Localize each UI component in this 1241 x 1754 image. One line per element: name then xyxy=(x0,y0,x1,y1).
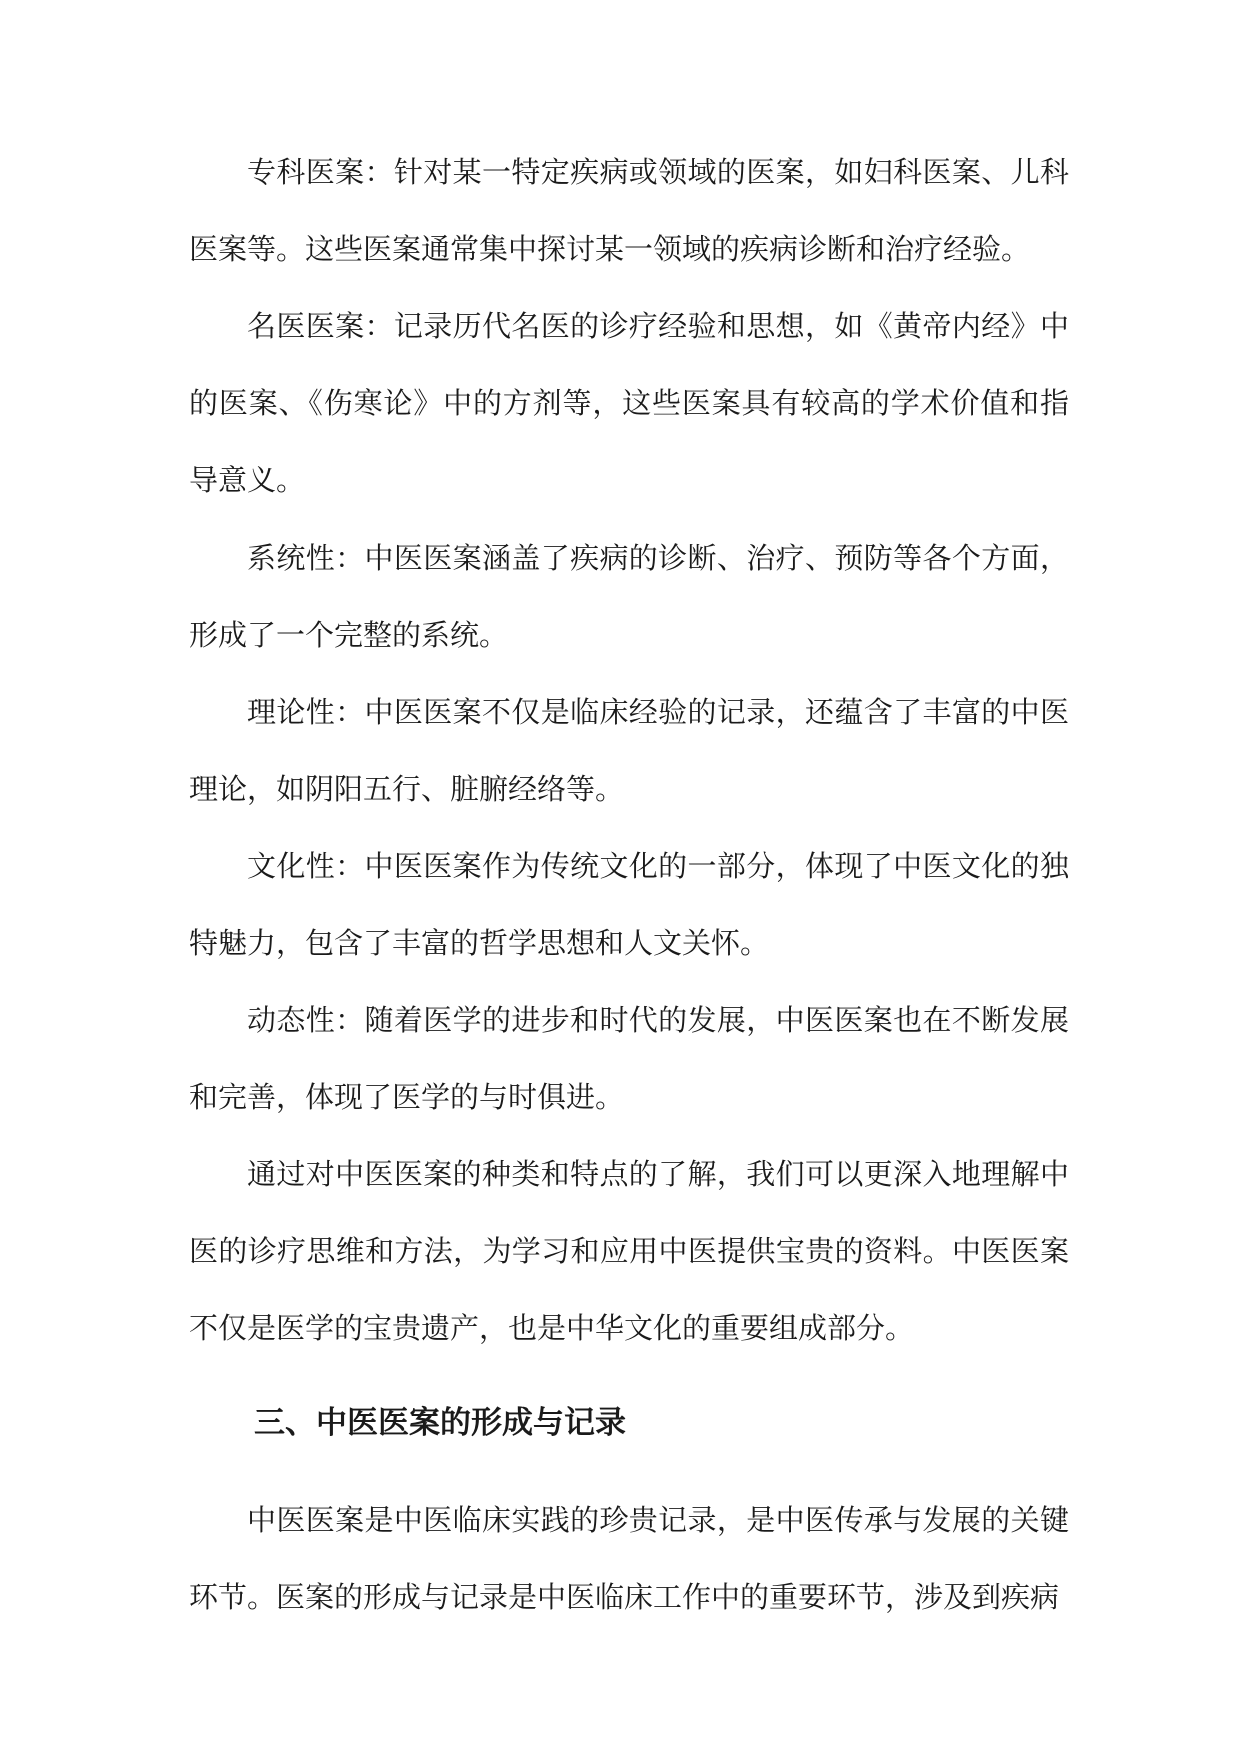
paragraph-famous-doctor-cases: 名医医案：记录历代名医的诊疗经验和思想，如《黄帝内经》中的医案、《伤寒论》中的方剂等，这些医案具有较高的学术价值和指导意义。 xyxy=(189,309,1069,497)
paragraph-section-intro: 中医医案是中医临床实践的珍贵记录，是中医传承与发展的关键环节。医案的形成与记录是中医临床工作中的重要环节，涉及到疾病 xyxy=(189,1503,1069,1614)
paragraph-dynamic: 动态性：随着医学的进步和时代的发展，中医医案也在不断发展和完善，体现了医学的与时俱进。 xyxy=(189,1003,1069,1114)
section-heading: 三、中医医案的形成与记录 xyxy=(254,1405,626,1441)
paragraph-systematic: 系统性：中医医案涵盖了疾病的诊断、治疗、预防等各个方面，形成了一个完整的系统。 xyxy=(189,541,1069,652)
paragraph-cultural: 文化性：中医医案作为传统文化的一部分，体现了中医文化的独特魅力，包含了丰富的哲学思想和人文关怀。 xyxy=(189,849,1069,960)
paragraph-theoretical: 理论性：中医医案不仅是临床经验的记录，还蕴含了丰富的中医理论，如阴阳五行、脏腑经络等。 xyxy=(189,695,1069,806)
paragraph-summary: 通过对中医医案的种类和特点的了解，我们可以更深入地理解中医的诊疗思维和方法，为学习和应用中医提供宝贵的资料。中医医案不仅是医学的宝贵遗产，也是中华文化的重要组成部分。 xyxy=(189,1157,1069,1345)
paragraph-specialty-cases: 专科医案：针对某一特定疾病或领域的医案，如妇科医案、儿科医案等。这些医案通常集中探讨某一领域的疾病诊断和治疗经验。 xyxy=(189,155,1069,266)
